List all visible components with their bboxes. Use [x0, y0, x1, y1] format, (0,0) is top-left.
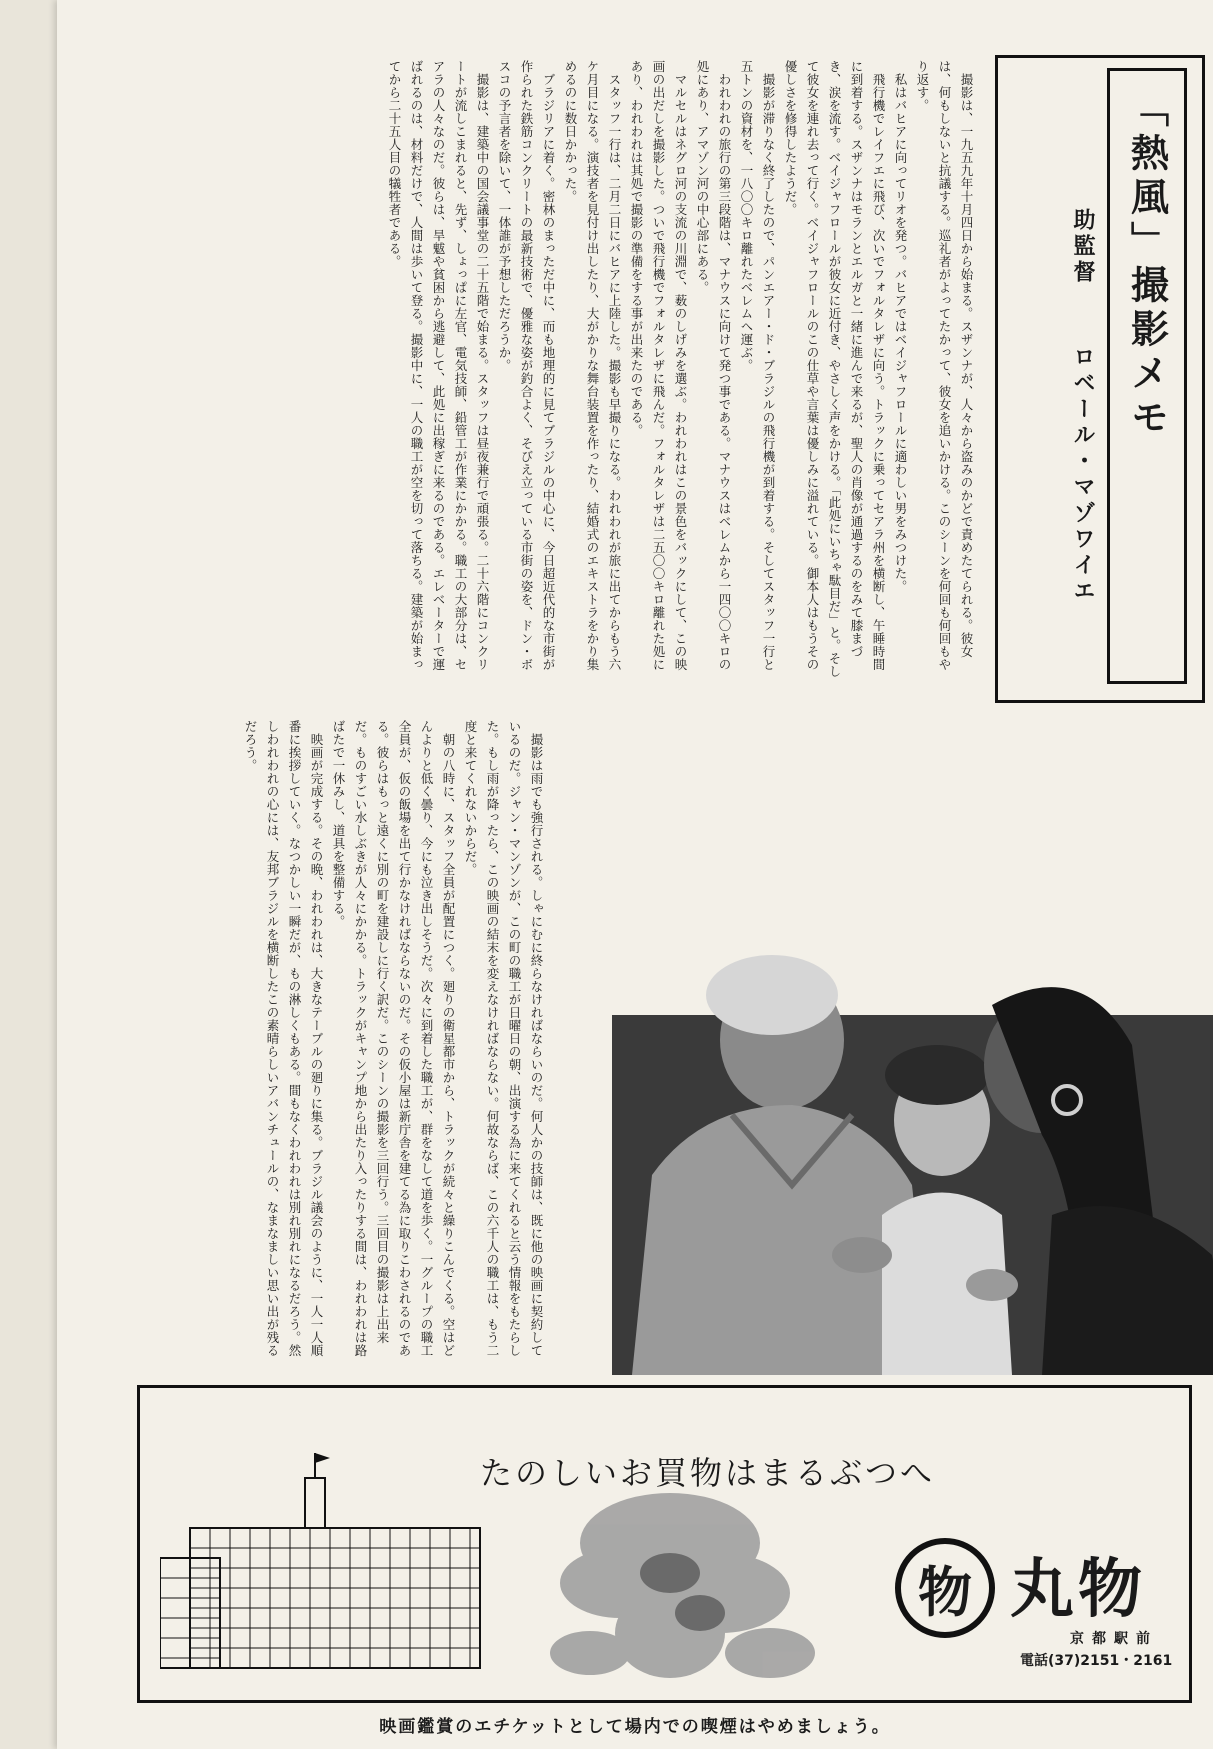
film-still-photo — [612, 955, 1213, 1375]
author-role: 助監督 — [1070, 208, 1095, 286]
title-box — [995, 55, 1205, 703]
byline — [1028, 208, 1098, 688]
article-paragraph: 飛行機でレイフエに飛び、次いでフォルタレザに向う。トラックに乗ってセアラ州を横断し、午睡時間に到着する。スザンナはモランとエルガと一緒に進んで来るが、聖人の肖像が通過するのをみて膝まづき、涙を流す。ベイジャフロールが彼女に近付き、やさしく声をかける。「此処にいちゃ駄目だ」と。そして彼女を連れ去って行く。ベイジャフロールのこの仕草や言葉は優しみに溢れている。御本人はもうその優しさを修得したようだ。 — [783, 60, 886, 678]
article-paragraph: 撮影は、建築中の国会議事堂の二十五階で始まる。スタッフは昼夜兼行で頑張る。二十六階にコンクリートが流しこまれると、先ず、しょっぱに左官、電気技師、鉛管工が作業にかかる。職工の大部分は、セアラの人々なのだ。彼らは、旱魃や貧困から逃避して、此処に出稼ぎに来るのである。エレベーターで運ばれるのは、材料だけで、人間は歩いて登る。撮影中に、一人の職工が空を切って落ちる。建築が始まってから二十五人目の犠牲者である。 — [387, 60, 490, 671]
article-paragraph: 撮影が滞りなく終了したので、パンエアー・ド・ブラジルの飛行機が到着する。そしてスタッフ一行と五トンの資材を、一八〇〇キロ離れたベレムへ運ぶ。 — [739, 60, 776, 671]
article-paragraph: マルセルはネグロ河の支流の川淵で、薮のしげみを選ぶ。われわれはこの景色をバックにして、この映画の出だしを撮影した。ついで飛行機でフォルタレザに飛んだ。フォルタレザは二五〇〇キロ離れた処にあり、われわれは其処で撮影の準備をする事が出来たのである。 — [629, 60, 688, 671]
article-title: 「熱風」撮影メモ — [1107, 68, 1187, 684]
article-paragraph: 朝の八時に、スタッフ全員が配置につく。廻りの衛星都市から、トラックが続々と繰りこんでくる。空はどんよりと低く曇り、今にも泣き出しそうだ。次々に到着した職工が、群をなして道を歩く。一グループの職工全員が、仮の飯場を出て行かなければならないのだ。その仮小屋は新庁舎を建てる為に取りこわされるのである。彼らはもっと遠くに別の町を建設しに行く訳だ。このシーンの撮影を三回行う。三回目の撮影は上出来だ。ものすごい水しぶきが人々にかかる。トラックがキャンプ地から出たり入ったりする間は、われわれは路ばたで一休みし、道具を整備する。 — [331, 720, 456, 1357]
article-paragraph: 私はバヒアに向ってリオを発つ。バヒアではベイジャフロールに適わしい男をみつけた。 — [893, 72, 908, 593]
article-paragraph: 撮影は、一九五九年十月四日から始まる。スザンナが、人々から盗みのかどで責めたてられる。彼女は、何もしないと抗議する。巡礼者がよってたかって、彼女を追いかける。このシーンを何回も何回もやり返す。 — [915, 60, 974, 671]
store-location: 京都駅前 — [1070, 1631, 1158, 1647]
author-name: ロベール・マゾワイエ — [1070, 345, 1095, 605]
article-paragraph: われわれの旅行の第三段階は、マナウスに向けて発つ事である。マナウスはベレムから一四〇〇キロの処にあり、アマゾン河の中心部にある。 — [695, 60, 732, 671]
article-lower-body — [137, 720, 547, 1360]
article-paragraph: 撮影は雨でも強行される。しゃにむに終らなければならいのだ。何人かの技師は、既に他の映画に契約しているのだ。ジャン・マンゾンが、この町の職工が日曜日の朝、出演する為に来てくれると云う情報をもたらした。もし雨が降ったら、この映画の結末を変えなければならない。何故ならば、この六千人の職工は、もう二度と来てくれないからだ。 — [463, 720, 544, 1357]
program-page — [57, 0, 1213, 1749]
store-phone: 電話(37)2151・2161 — [1020, 1653, 1173, 1669]
flower-illustration — [520, 1483, 840, 1693]
film-still-illustration — [612, 955, 1213, 1375]
marubutsu-logo: 物 — [895, 1538, 995, 1638]
article-paragraph: ブラジリアに着く。密林のまっただ中に、而も地理的に見てブラジルの中心に、今日超近代的な市街が作られた鉄筋コンクリートの最新技術で、優雅な姿が釣合よく、そびえ立っている市街の姿を、ドン・ボスコの予言者を除いて、一体誰が予想しただろうか。 — [497, 60, 556, 671]
marubutsu-advertisement — [137, 1385, 1192, 1703]
article-upper-body — [137, 60, 977, 680]
department-store-building-illustration — [160, 1448, 490, 1678]
article-paragraph: スタッフ一行は、二月二日にバヒアに上陸した。撮影も早撮りになる。われわれが旅に出てからもう六ケ月目になる。演技者を見付け出したり、大がかりな舞台装置を作ったり、結婚式のエキストラをかり集めるのに数日かかった。 — [563, 60, 622, 671]
ad-slogan: たのしいお買物はまるぶつへ — [480, 1454, 936, 1492]
no-smoking-notice: 映画鑑賞のエチケットとして場内での喫煙はやめましょう。 — [379, 1717, 891, 1737]
store-name: 丸物 — [1010, 1553, 1146, 1627]
article-paragraph: 映画が完成する。その晩、われわれは、大きなテーブルの廻りに集る。ブラジル議会のように、一人一人順番に挨拶していく。なつかしい一瞬だが、もの淋しくもある。間もなくわれわれは別れ別れになるだろう。然しわれわれの心には、友邦ブラジルを横断したこの素晴らしいアバンチュールの、なまなましい思い出が残るだろう。 — [243, 720, 324, 1357]
